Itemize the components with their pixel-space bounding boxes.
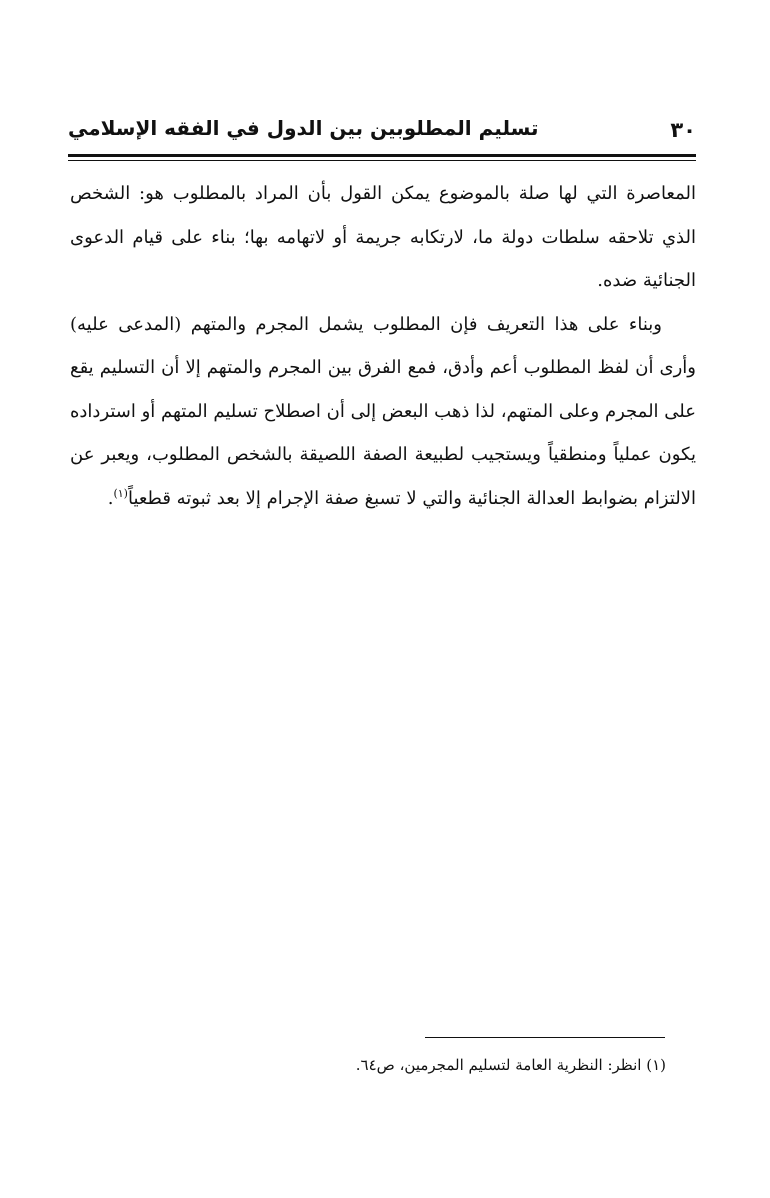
running-title: تسليم المطلوبين بين الدول في الفقه الإسلامي [68,116,539,140]
header-rule-thick [68,154,696,157]
body-text [70,172,696,520]
header-rule-thin [68,160,696,161]
footnote-1: (١) انظر: النظرية العامة لتسليم المجرمين، ص٦٤. [355,1056,666,1074]
paragraph-2 [70,303,696,521]
page-number: ٣٠ [670,118,696,142]
footnote-separator [425,1037,665,1038]
page-header [68,112,696,152]
footnote-reference[interactable]: (١) [113,486,128,500]
paragraph-1: المعاصرة التي لها صلة بالموضوع يمكن القول بأن المراد بالمطلوب هو: الشخص الذي تلاحقه سلطات دولة ما، لارتكابه جريمة أو لاتهامه بها؛ بناء على قيام الدعوى الجنائية ضده. [70,183,696,291]
paragraph-2-text: وبناء على هذا التعريف فإن المطلوب يشمل المجرم والمتهم (المدعى عليه) وأرى أن لفظ المطلوب أعم وأدق، فمع الفرق بين المجرم والمتهم إلا أن التسليم يقع على المجرم وعلى المتهم، لذا ذهب البعض إلى أن اصطلاح تسليم المتهم أو استرداده يكون عملياً ومنطقياً ويستجيب لطبيعة الصفة اللصيقة بالشخص المطلوب، ويعبر عن الالتزام بضوابط العدالة الجنائية والتي لا تسبغ صفة الإجرام إلا بعد ثبوته قطعياً [69,313,696,509]
paragraph-2-end: . [107,487,114,509]
